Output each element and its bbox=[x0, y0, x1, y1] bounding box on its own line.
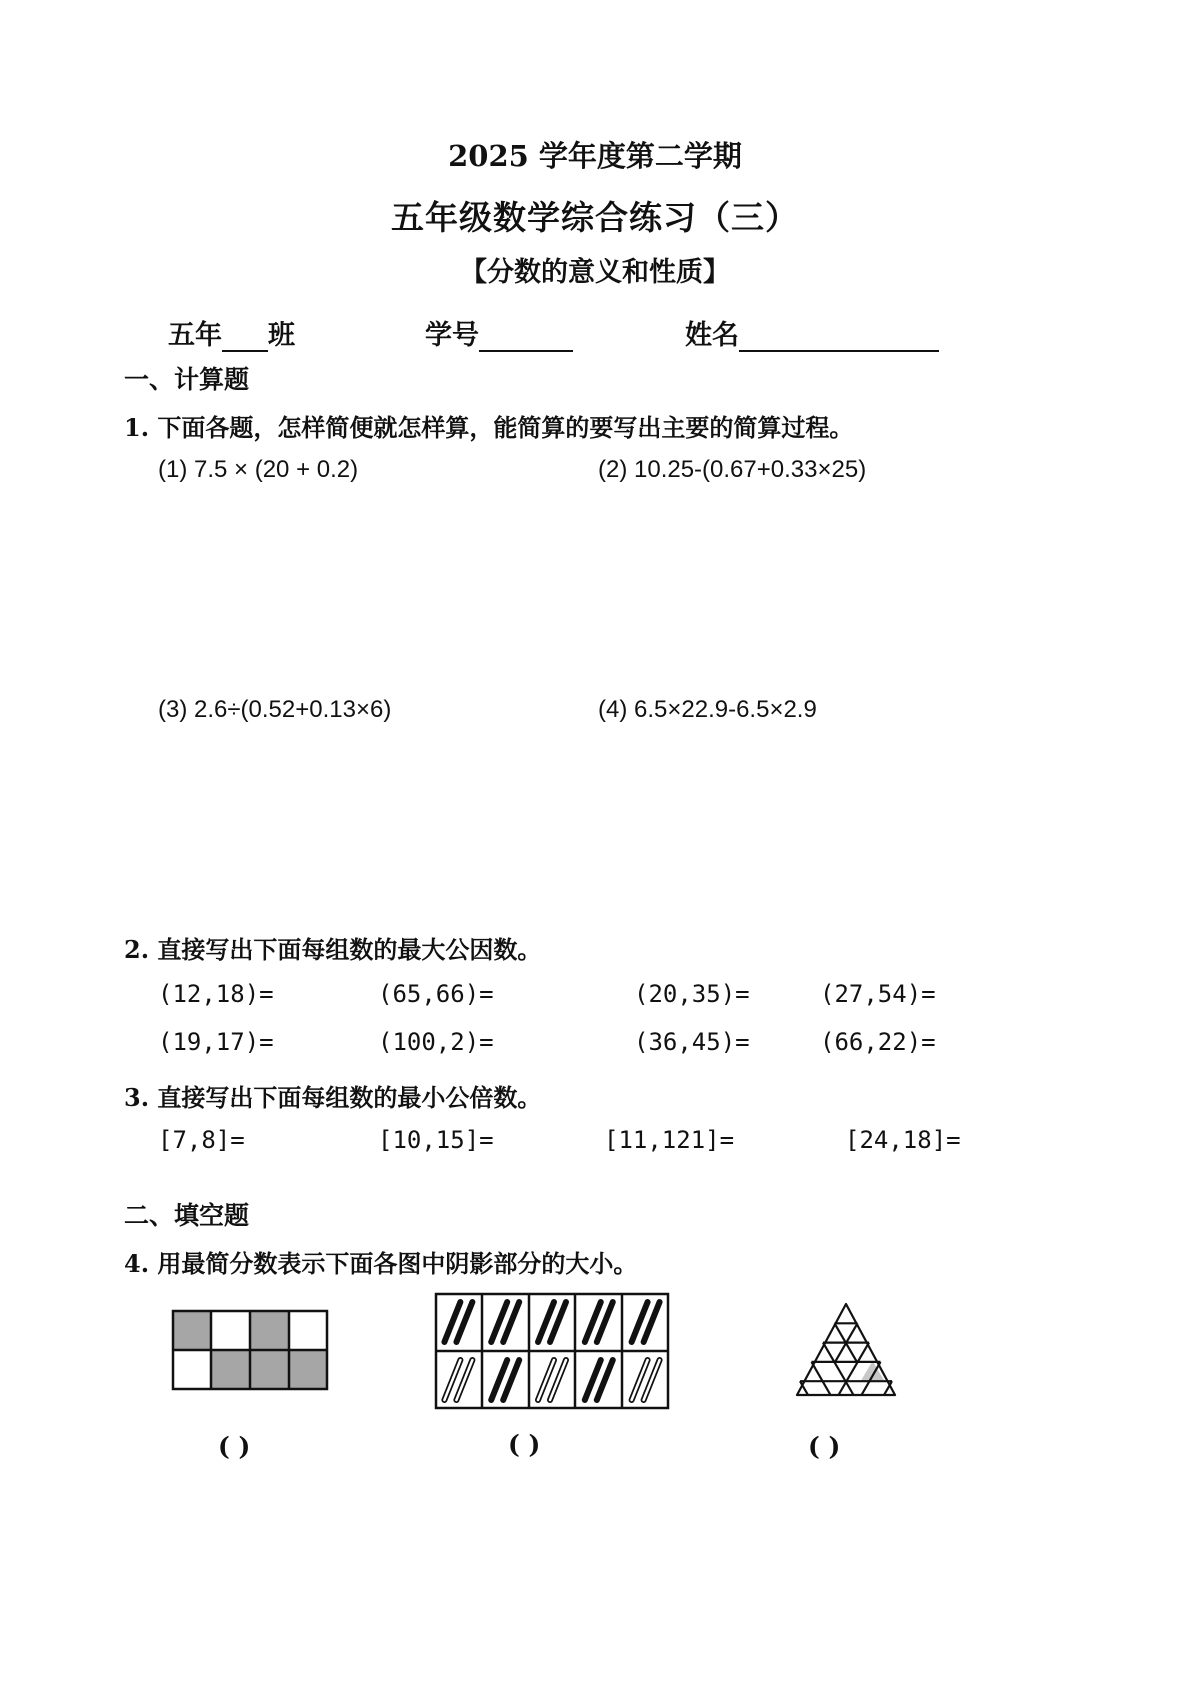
question-1-text: 1. 下面各题，怎样简便就怎样算，能简算的要写出主要的简算过程。 bbox=[124, 413, 854, 442]
class-prefix: 五年 bbox=[168, 320, 222, 351]
student-no-field[interactable] bbox=[425, 313, 573, 352]
shaded-grid-figure bbox=[172, 1310, 328, 1390]
answer-blank-2[interactable]: ( ) bbox=[508, 1430, 541, 1459]
question-2-text: 2. 直接写出下面每组数的最大公因数。 bbox=[124, 935, 542, 964]
answer-blank-1[interactable]: ( ) bbox=[218, 1432, 251, 1461]
gcd-item: (19,17)= bbox=[158, 1028, 274, 1056]
class-suffix: 班 bbox=[268, 320, 295, 351]
triangle-grid-figure bbox=[796, 1302, 896, 1397]
worksheet-subtitle: 【分数的意义和性质】 bbox=[460, 257, 730, 288]
lcm-item: [24,18]= bbox=[845, 1126, 961, 1154]
section-1-heading: 一、计算题 bbox=[124, 365, 250, 394]
calc-item-4: (4) 6.5×22.9-6.5×2.9 bbox=[598, 696, 817, 723]
student-no-blank[interactable] bbox=[479, 320, 573, 352]
gcd-item: (27,54)= bbox=[820, 980, 936, 1008]
gcd-item: (66,22)= bbox=[820, 1028, 936, 1056]
tube-grid-figure bbox=[435, 1293, 669, 1409]
gcd-item: (12,18)= bbox=[158, 980, 274, 1008]
lcm-item: [11,121]= bbox=[604, 1126, 735, 1154]
name-label: 姓名 bbox=[685, 320, 739, 351]
name-blank[interactable] bbox=[739, 320, 939, 352]
calc-item-3: (3) 2.6÷(0.52+0.13×6) bbox=[158, 696, 392, 723]
gcd-item: (65,66)= bbox=[378, 980, 494, 1008]
question-3-text: 3. 直接写出下面每组数的最小公倍数。 bbox=[124, 1083, 542, 1112]
triangle-grid-lines bbox=[797, 1304, 895, 1395]
calc-item-2: (2) 10.25-(0.67+0.33×25) bbox=[598, 456, 867, 483]
gcd-item: (36,45)= bbox=[634, 1028, 750, 1056]
calc-item-1: (1) 7.5 × (20 + 0.2) bbox=[158, 456, 359, 483]
student-no-label: 学号 bbox=[425, 320, 479, 351]
lcm-item: [7,8]= bbox=[158, 1126, 245, 1154]
answer-blank-3[interactable]: ( ) bbox=[808, 1432, 841, 1461]
gcd-item: (100,2)= bbox=[378, 1028, 494, 1056]
term-heading: 2025 学年度第二学期 bbox=[448, 139, 742, 173]
worksheet-title: 五年级数学综合练习（三） bbox=[391, 198, 799, 237]
section-2-heading: 二、填空题 bbox=[124, 1201, 250, 1230]
gcd-item: (20,35)= bbox=[634, 980, 750, 1008]
question-4-text: 4. 用最简分数表示下面各图中阴影部分的大小。 bbox=[124, 1249, 638, 1278]
class-blank[interactable] bbox=[222, 320, 268, 352]
lcm-item: [10,15]= bbox=[378, 1126, 494, 1154]
class-field[interactable] bbox=[168, 313, 295, 352]
name-field[interactable] bbox=[685, 313, 939, 352]
